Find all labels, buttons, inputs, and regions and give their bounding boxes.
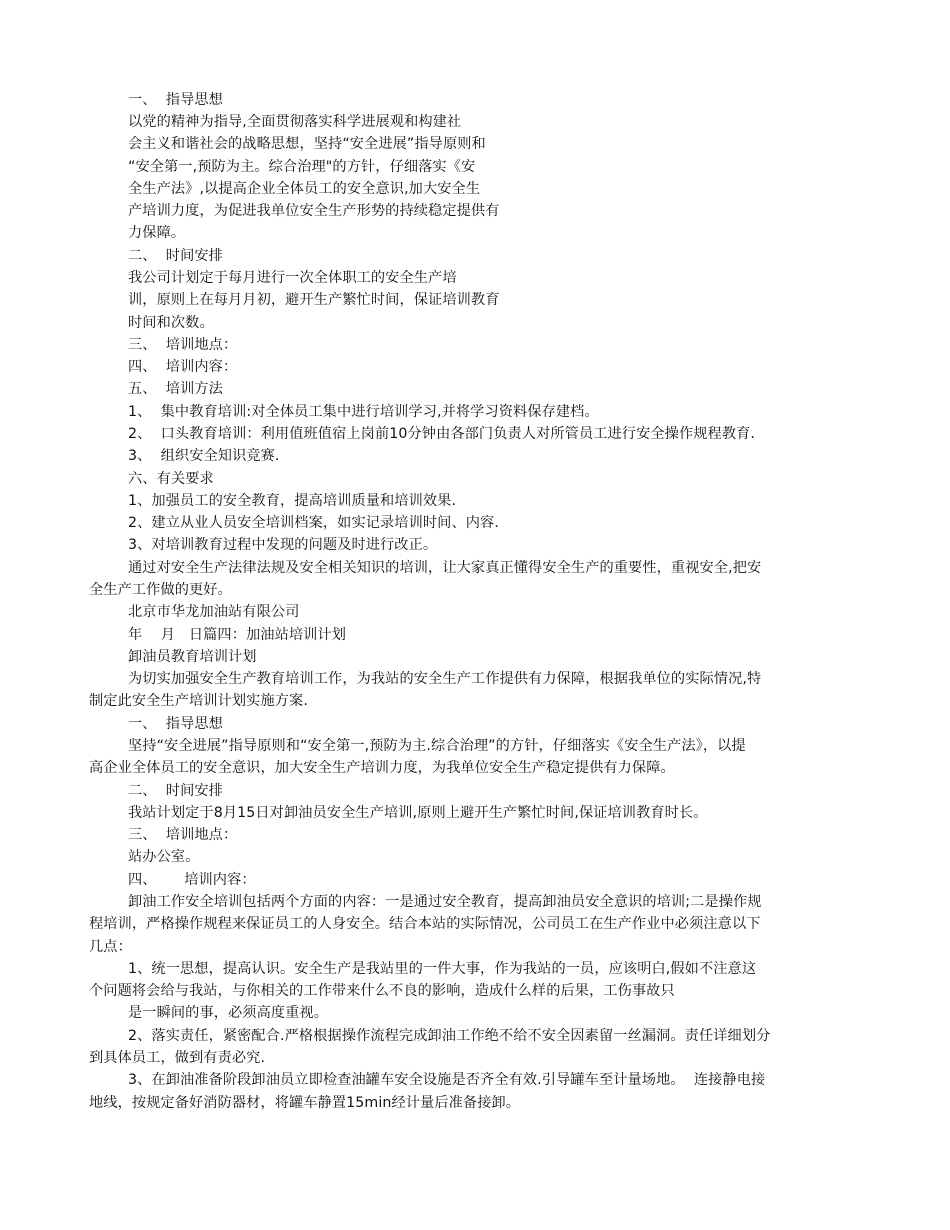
paragraph-line: 是一瞬间的事，必须高度重视。 bbox=[128, 1005, 329, 1021]
heading-2-schedule: 二、 时间安排 bbox=[128, 783, 223, 799]
heading-6-requirements: 六、有关要求 bbox=[128, 471, 214, 487]
company-name: 北京市华龙加油站有限公司 bbox=[128, 604, 300, 620]
heading-4-content: 四、 培训内容： bbox=[128, 359, 238, 375]
paragraph-line: 时间和次数。 bbox=[128, 315, 214, 331]
heading-3-location: 三、 培训地点： bbox=[128, 337, 238, 353]
list-item: 1、加强员工的安全教育，提高培训质量和培训效果. bbox=[128, 493, 457, 509]
heading-1-guiding-thought: 一、 指导思想 bbox=[128, 92, 223, 108]
heading-5-method: 五、 培训方法 bbox=[128, 381, 223, 397]
heading-4-content: 四、 培训内容： bbox=[128, 872, 256, 888]
paragraph-line: 为切实加强安全生产教育培训工作，为我站的安全生产工作提供有力保障，根据我单位的实际情况,特 bbox=[128, 671, 762, 687]
document-title: 卸油员教育培训计划 bbox=[128, 649, 257, 665]
list-item: 3、在卸油准备阶段卸油员立即检查油罐车安全设施是否齐全有效.引导罐车至计量场地。 连接静电接 bbox=[128, 1072, 766, 1088]
paragraph-line: “安全第一,预防为主。综合治理"的方针，仔细落实《安 bbox=[128, 159, 476, 175]
paragraph-line: 训，原则上在每月月初，避开生产繁忙时间，保证培训教育 bbox=[128, 292, 500, 308]
paragraph-line: 会主义和谐社会的战略思想，坚持“安全进展”指导原则和 bbox=[128, 136, 486, 152]
paragraph-line: 力保障。 bbox=[128, 225, 186, 241]
list-item: 3、对培训教育过程中发现的问题及时进行改正。 bbox=[128, 537, 438, 553]
paragraph-line: 个问题将会给与我站，与你相关的工作带来什么不良的影响，造成什么样的后果，工伤事故只 bbox=[89, 983, 675, 999]
paragraph-line: 以党的精神为指导,全面贯彻落实科学进展观和构建社 bbox=[128, 114, 462, 130]
paragraph-line: 坚持“安全进展”指导原则和“安全第一,预防为主.综合治理”的方针，仔细落实《安全生产法》，以提 bbox=[128, 738, 746, 754]
paragraph-line: 全生产工作做的更好。 bbox=[89, 582, 232, 598]
heading-2-schedule: 二、 时间安排 bbox=[128, 248, 223, 264]
paragraph-line: 制定此安全生产培训计划实施方案. bbox=[89, 693, 308, 709]
list-item: 1、 集中教育培训:对全体员工集中进行培训学习,并将学习资料保存建档。 bbox=[128, 404, 599, 420]
list-item: 2、 口头教育培训：利用值班值宿上岗前10分钟由各部门负责人对所管员工进行安全操作规程教育. bbox=[128, 426, 755, 442]
date-and-section-title: 年 月 日篇四：加油站培训计划 bbox=[128, 627, 347, 643]
paragraph-line: 我站计划定于8月15日对卸油员安全生产培训,原则上避开生产繁忙时间,保证培训教育时长。 bbox=[128, 805, 708, 821]
paragraph-line: 我公司计划定于每月进行一次全体职工的安全生产培 bbox=[128, 270, 457, 286]
list-item: 2、建立从业人员安全培训档案，如实记录培训时间、内容. bbox=[128, 515, 499, 531]
paragraph-line: 站办公室。 bbox=[128, 849, 200, 865]
paragraph-line: 程培训，严格操作规程来保证员工的人身安全。结合本站的实际情况，公司员工在生产作业中必须注意以下 bbox=[89, 916, 761, 932]
paragraph-line: 到具体员工，做到有责必究. bbox=[89, 1050, 266, 1066]
heading-1-guiding-thought: 一、 指导思想 bbox=[128, 716, 223, 732]
paragraph-line: 几点： bbox=[89, 939, 132, 955]
paragraph-line: 通过对安全生产法律法规及安全相关知识的培训，让大家真正懂得安全生产的重要性，重视安全,把安 bbox=[128, 560, 762, 576]
paragraph-line: 产培训力度，为促进我单位安全生产形势的持续稳定提供有 bbox=[128, 203, 500, 219]
paragraph-line: 地线，按规定备好消防器材，将罐车静置15min经计量后准备接卸。 bbox=[89, 1095, 521, 1111]
list-item: 2、落实责任，紧密配合.严格根据操作流程完成卸油工作绝不给不安全因素留一丝漏洞。责任详细划分 bbox=[128, 1028, 771, 1044]
paragraph-line: 全生产法》,以提高企业全体员工的安全意识,加大安全生 bbox=[128, 181, 481, 197]
heading-3-location: 三、 培训地点： bbox=[128, 827, 238, 843]
paragraph-line: 卸油工作安全培训包括两个方面的内容：一是通过安全教育，提高卸油员安全意识的培训;二是操作规 bbox=[128, 894, 762, 910]
paragraph-line: 高企业全体员工的安全意识，加大安全生产培训力度，为我单位安全生产稳定提供有力保障。 bbox=[89, 760, 675, 776]
list-item: 1、统一思想，提高认识。安全生产是我站里的一件大事，作为我站的一员，应该明白,假如不注意这 bbox=[128, 961, 757, 977]
list-item: 3、 组织安全知识竞赛. bbox=[128, 448, 280, 464]
